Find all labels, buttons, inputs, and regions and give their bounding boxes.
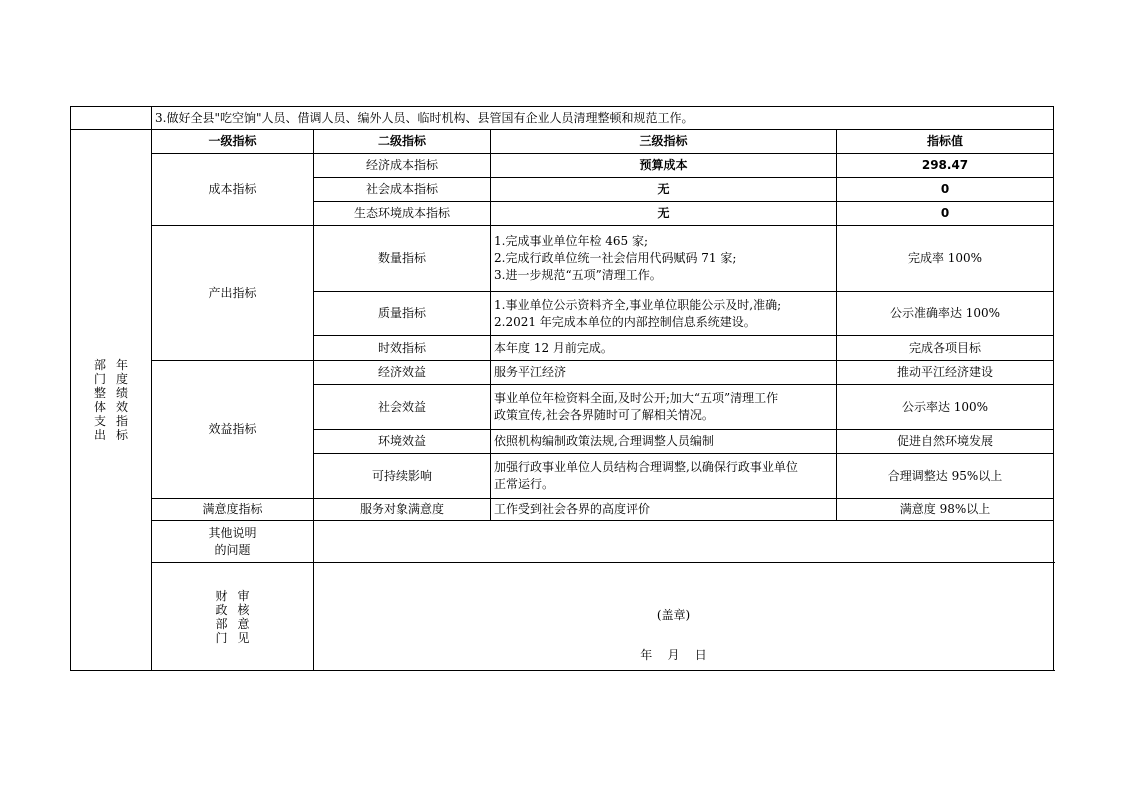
environment-level3: 依照机构编制政策法规,合理调整人员编制 [491, 430, 837, 454]
output-label: 产出指标 [152, 226, 314, 361]
cost-level3: 无 [491, 178, 837, 202]
table-row [71, 361, 1054, 385]
satisfaction-level2: 服务对象满意度 [314, 499, 491, 521]
text-line: 2.2021 年完成本单位的内部控制信息系统建设。 [494, 314, 756, 329]
benefit-label: 效益指标 [152, 361, 314, 499]
cost-value: 298.47 [837, 154, 1054, 178]
side-char: 门 [93, 372, 106, 386]
side-char: 绩 [116, 386, 129, 400]
intro-blank-cell [71, 107, 152, 130]
stamp-text: (盖章) [656, 608, 691, 622]
social-value: 公示率达 100% [837, 385, 1054, 430]
satisfaction-label: 满意度指标 [152, 499, 314, 521]
finance-char: 财 [215, 588, 228, 603]
text-line: 政策宣传,社会各界随时可了解相关情况。 [494, 408, 714, 422]
finance-char: 见 [237, 630, 250, 645]
quantity-level2: 数量指标 [314, 226, 491, 292]
finance-row [71, 563, 1054, 671]
cost-level2: 经济成本指标 [314, 154, 491, 178]
sustainable-value: 合理调整达 95%以上 [837, 454, 1054, 499]
finance-char: 审 [237, 588, 250, 603]
side-char: 支 [93, 414, 106, 428]
finance-label [155, 589, 310, 645]
cost-value: 0 [837, 178, 1054, 202]
cost-level2: 社会成本指标 [314, 178, 491, 202]
header-level3: 三级指标 [491, 130, 837, 154]
side-char: 年 [116, 358, 129, 372]
text-line: 1.事业单位公示资料齐全,事业单位职能公示及时,准确; [494, 297, 782, 312]
social-level3 [491, 385, 837, 430]
quantity-value: 完成率 100% [837, 226, 1054, 292]
finance-char: 意 [237, 616, 250, 631]
header-level1: 一级指标 [152, 130, 314, 154]
satisfaction-value: 满意度 98%以上 [837, 499, 1054, 521]
finance-content [314, 563, 1054, 671]
cost-level2: 生态环境成本指标 [314, 202, 491, 226]
side-label-cell [71, 130, 152, 671]
header-row [71, 130, 1054, 154]
finance-label-cell [152, 563, 314, 671]
intro-text: 3.做好全县"吃空饷"人员、借调人员、编外人员、临时机构、县管国有企业人员清理整顿和规范工作。 [152, 107, 1054, 130]
text-line: 正常运行。 [494, 477, 555, 491]
economic-level2: 经济效益 [314, 361, 491, 385]
date-text: 年 月 日 [640, 648, 707, 662]
text-line: 1.完成事业单位年检 465 家; [494, 234, 649, 248]
sustainable-level2: 可持续影响 [314, 454, 491, 499]
other-label [152, 521, 314, 563]
timeliness-value: 完成各项目标 [837, 336, 1054, 361]
side-char: 部 [93, 358, 106, 372]
finance-label-col2 [238, 589, 250, 645]
cost-label: 成本指标 [152, 154, 314, 226]
side-char: 体 [93, 400, 106, 414]
satisfaction-level3: 工作受到社会各界的高度评价 [491, 499, 837, 521]
table-row [71, 154, 1054, 178]
cost-level3: 预算成本 [491, 154, 837, 178]
cost-level3: 无 [491, 202, 837, 226]
intro-row [71, 107, 1054, 130]
environment-value: 促进自然环境发展 [837, 430, 1054, 454]
timeliness-level3: 本年度 12 月前完成。 [491, 336, 837, 361]
text-line: 事业单位年检资料全面,及时公开;加大“五项”清理工作 [494, 391, 779, 405]
text-line: 3.进一步规范“五项”清理工作。 [494, 268, 662, 282]
side-char: 效 [116, 400, 129, 414]
finance-char: 政 [215, 602, 228, 617]
text-line: 加强行政事业单位人员结构合理调整,以确保行政事业单位 [494, 460, 798, 474]
other-content [314, 521, 1054, 563]
side-char: 出 [93, 428, 106, 442]
text-line: 2.完成行政单位统一社会信用代码赋码 71 家; [494, 251, 737, 265]
text-line: 的问题 [214, 542, 251, 557]
side-char: 整 [93, 386, 106, 400]
environment-level2: 环境效益 [314, 430, 491, 454]
quantity-level3 [491, 226, 837, 292]
header-value: 指标值 [837, 130, 1054, 154]
finance-char: 部 [215, 616, 228, 631]
side-label-col1 [94, 358, 106, 442]
quality-level3 [491, 292, 837, 336]
timeliness-level2: 时效指标 [314, 336, 491, 361]
economic-value: 推动平江经济建设 [837, 361, 1054, 385]
finance-char: 核 [237, 602, 250, 617]
side-label [74, 358, 148, 442]
side-char: 度 [116, 372, 129, 386]
finance-label-col1 [215, 589, 227, 645]
side-label-col2 [116, 358, 128, 442]
sustainable-level3 [491, 454, 837, 499]
performance-table [70, 106, 1054, 671]
quality-value: 公示准确率达 100% [837, 292, 1054, 336]
cost-value: 0 [837, 202, 1054, 226]
side-char: 标 [116, 428, 129, 442]
finance-char: 门 [215, 630, 228, 645]
social-level2: 社会效益 [314, 385, 491, 430]
economic-level3: 服务平江经济 [491, 361, 837, 385]
side-char: 指 [116, 414, 129, 428]
text-line: 其他说明 [208, 525, 257, 540]
quality-level2: 质量指标 [314, 292, 491, 336]
table-row [71, 499, 1054, 521]
table-row [71, 226, 1054, 292]
other-row [71, 521, 1054, 563]
header-level2: 二级指标 [314, 130, 491, 154]
